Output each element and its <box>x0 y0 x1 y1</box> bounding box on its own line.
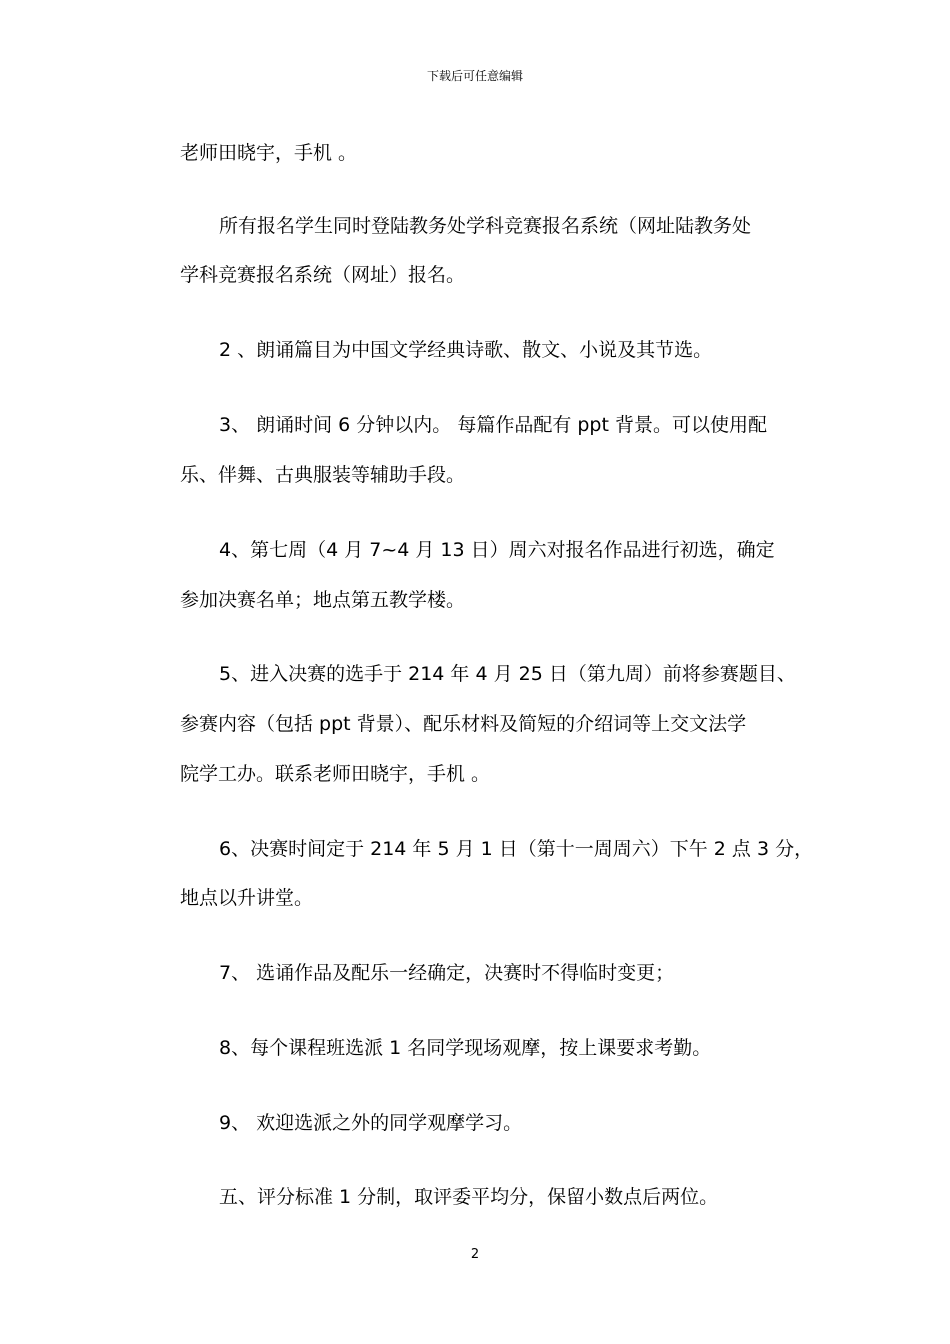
body-line: 五、评分标准 1 分制，取评委平均分，保留小数点后两位。 <box>219 1186 719 1208</box>
body-line: 6、决赛时间定于 214 年 5 月 1 日（第十一周周六）下午 2 点 3 分， <box>219 838 814 860</box>
body-line: 所有报名学生同时登陆教务处学科竞赛报名系统（网址陆教务处 <box>219 215 752 237</box>
body-line: 乐、伴舞、古典服装等辅助手段。 <box>180 464 466 486</box>
body-line: 学科竞赛报名系统（网址）报名。 <box>180 264 466 286</box>
page-header: 下载后可任意编辑 <box>426 69 523 83</box>
body-line: 4、第七周（4 月 7~4 月 13 日）周六对报名作品进行初选，确定 <box>219 539 775 561</box>
body-line: 参赛内容（包括 ppt 背景）、配乐材料及简短的介绍词等上交文法学 <box>180 713 747 735</box>
body-line: 9、 欢迎选派之外的同学观摩学习。 <box>219 1112 523 1134</box>
body-line: 5、进入决赛的选手于 214 年 4 月 25 日（第九周）前将参赛题目、 <box>219 663 796 685</box>
body-line: 地点以升讲堂。 <box>180 887 314 909</box>
body-line: 3、 朗诵时间 6 分钟以内。 每篇作品配有 ppt 背景。可以使用配 <box>219 414 767 436</box>
body-line: 8、每个课程班选派 1 名同学现场观摩，按上课要求考勤。 <box>219 1037 712 1059</box>
body-line: 老师田晓宇，手机 。 <box>180 142 358 164</box>
body-line: 院学工办。联系老师田晓宇，手机 。 <box>180 763 491 785</box>
body-line: 参加决赛名单；地点第五教学楼。 <box>180 589 466 611</box>
body-line: 7、 选诵作品及配乐一经确定，决赛时不得临时变更； <box>219 962 675 984</box>
page-number: 2 <box>470 1247 480 1262</box>
body-line: 2 、朗诵篇目为中国文学经典诗歌、散文、小说及其节选。 <box>219 339 713 361</box>
